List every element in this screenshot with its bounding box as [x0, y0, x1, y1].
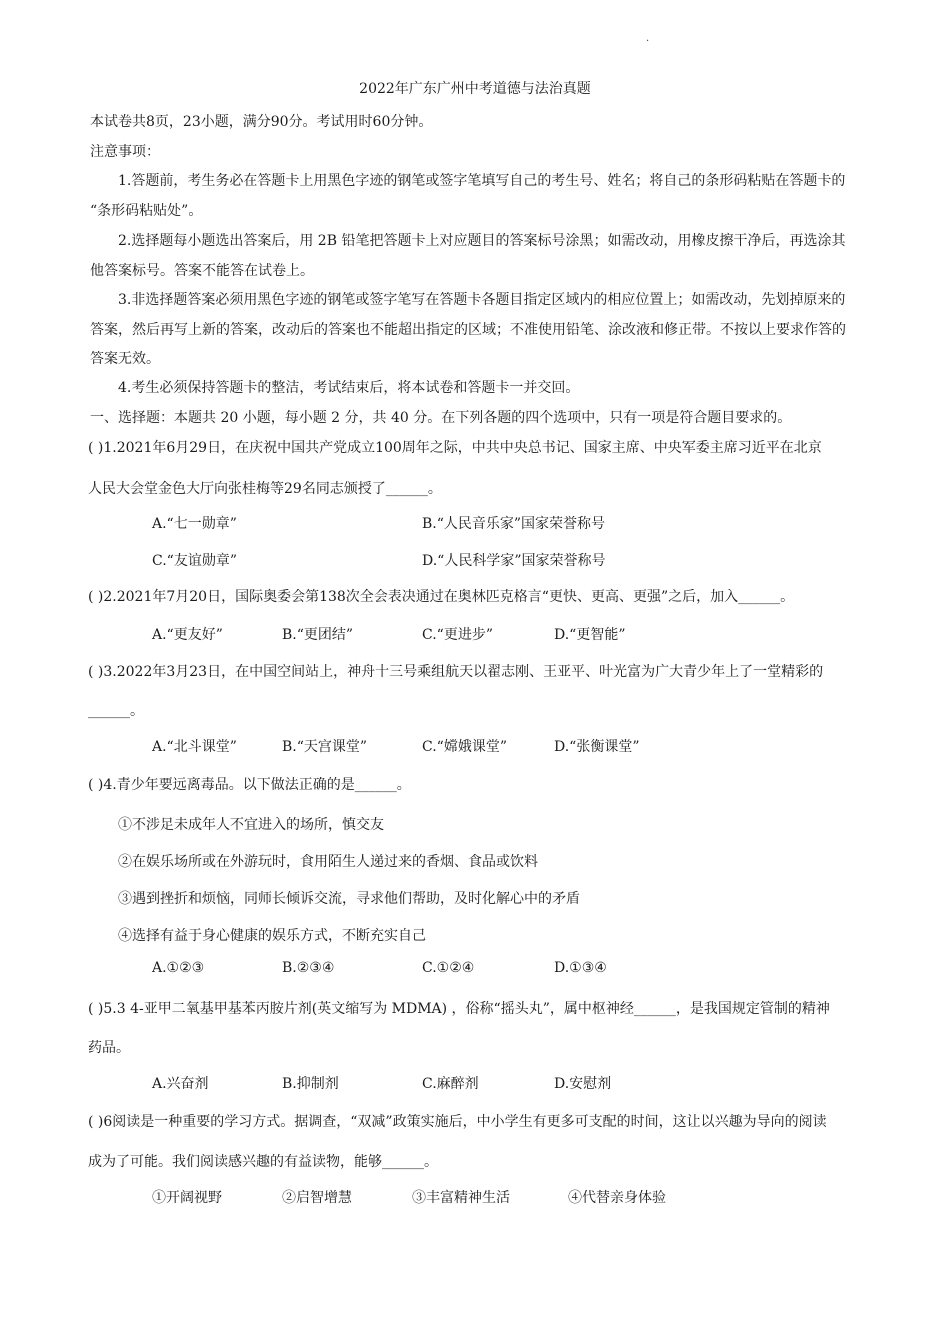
question-4-option-b: B.②③④ [282, 960, 335, 976]
question-5-option-d: D.安慰剂 [554, 1076, 612, 1092]
question-3-option-a: A.“北斗课堂” [152, 739, 237, 755]
notice-item-3-line-1: 3.非选择题答案必须用黑色字迹的钢笔或签字笔写在答题卡各题目指定区域内的相应位置上；如需改动，先划掉原来的 [118, 292, 846, 308]
question-2-line-1: ( )2.2021年7月20日，国际奥委会第138次全会表决通过在奥林匹克格言“更快、更高、更强”之后，加入______。 [88, 589, 795, 605]
question-5-option-b: B.抑制剂 [282, 1076, 339, 1092]
question-5-option-a: A.兴奋剂 [152, 1076, 209, 1092]
question-1-option-d: D.“人民科学家”国家荣誉称号 [422, 553, 606, 569]
notice-item-1-line-1: 1.答题前，考生务必在答题卡上用黑色字迹的钢笔或签字笔填写自己的考生号、姓名；将自己的条形码粘贴在答题卡的 [118, 173, 846, 189]
notice-item-2-line-2: 他答案标号。答案不能答在试卷上。 [90, 263, 314, 279]
question-6-statement-3: ③丰富精神生活 [412, 1190, 510, 1206]
notice-item-3-line-3: 答案无效。 [90, 351, 160, 367]
question-4-option-c: C.①②④ [422, 960, 475, 976]
header-mark: · [646, 36, 650, 47]
question-4-statement-2: ②在娱乐场所或在外游玩时，食用陌生人递过来的香烟、食品或饮料 [118, 854, 538, 870]
notice-item-2-line-1: 2.选择题每小题选出答案后，用 2B 铅笔把答题卡上对应题目的答案标号涂黑；如需改动，用橡皮擦干净后，再选涂其 [118, 233, 846, 249]
notice-item-4: 4.考生必须保持答题卡的整洁，考试结束后，将本试卷和答题卡一并交回。 [118, 380, 580, 396]
page-title: 2022年广东广州中考道德与法治真题 [359, 81, 591, 97]
question-6-statement-2: ②启智增慧 [282, 1190, 352, 1206]
question-1-line-2: 人民大会堂金色大厅向张桂梅等29名同志颁授了______。 [88, 481, 442, 497]
question-4-statement-3: ③遇到挫折和烦恼，同师长倾诉交流，寻求他们帮助，及时化解心中的矛盾 [118, 891, 580, 907]
notice-heading: 注意事项： [90, 144, 160, 160]
question-6-statement-1: ①开阔视野 [152, 1190, 222, 1206]
question-2-option-a: A.“更友好” [152, 627, 223, 643]
question-3-option-d: D.“张衡课堂” [554, 739, 640, 755]
question-4-option-d: D.①③④ [554, 960, 607, 976]
question-3-line-2: ______。 [88, 703, 144, 719]
question-4-statement-4: ④选择有益于身心健康的娱乐方式，不断充实自己 [118, 928, 426, 944]
notice-item-1-line-2: “条形码粘贴处”。 [90, 203, 203, 219]
question-6-statement-4: ④代替亲身体验 [568, 1190, 666, 1206]
section-1-heading: 一、选择题：本题共 20 小题，每小题 2 分，共 40 分。在下列各题的四个选项中，只有一项是符合题目要求的。 [90, 410, 792, 426]
question-4-statement-1: ①不涉足未成年人不宜进入的场所，慎交友 [118, 817, 384, 833]
question-1-line-1: ( )1.2021年6月29日，在庆祝中国共产党成立100周年之际，中共中央总书记、国家主席、中央军委主席习近平在北京 [88, 440, 822, 456]
question-3-line-1: ( )3.2022年3月23日，在中国空间站上，神舟十三号乘组航天以翟志刚、王亚平、叶光富为广大青少年上了一堂精彩的 [88, 664, 824, 680]
question-1-option-b: B.“人民音乐家”国家荣誉称号 [422, 516, 606, 532]
question-6-line-1: ( )6阅读是一种重要的学习方式。据调查，“双减”政策实施后，中小学生有更多可支配的时间，这让以兴趣为导向的阅读 [88, 1114, 827, 1130]
question-3-option-c: C.“嫦娥课堂” [422, 739, 507, 755]
question-1-option-a: A.“七一勋章” [152, 516, 237, 532]
question-2-option-b: B.“更团结” [282, 627, 354, 643]
question-1-option-c: C.“友谊勋章” [152, 553, 237, 569]
question-2-option-c: C.“更进步” [422, 627, 493, 643]
exam-intro: 本试卷共8页，23小题，满分90分。考试用时60分钟。 [90, 114, 433, 130]
question-4-option-a: A.①②③ [152, 960, 205, 976]
notice-item-3-line-2: 答案，然后再写上新的答案，改动后的答案也不能超出指定的区域；不准使用铅笔、涂改液和修正带。不按以上要求作答的 [90, 322, 846, 338]
question-6-line-2: 成为了可能。我们阅读感兴趣的有益读物，能够______。 [88, 1154, 438, 1170]
question-5-option-c: C.麻醉剂 [422, 1076, 479, 1092]
question-5-line-1: ( )5.3 4-亚甲二氧基甲基苯丙胺片剂(英文缩写为 MDMA) ，俗称“摇头丸”，属中枢神经______，是我国规定管制的精神 [88, 1001, 830, 1017]
question-4-line-1: ( )4.青少年要远离毒品。以下做法正确的是______。 [88, 777, 411, 793]
question-2-option-d: D.“更智能” [554, 627, 626, 643]
question-3-option-b: B.“天宫课堂” [282, 739, 368, 755]
question-5-line-2: 药品。 [88, 1040, 130, 1056]
